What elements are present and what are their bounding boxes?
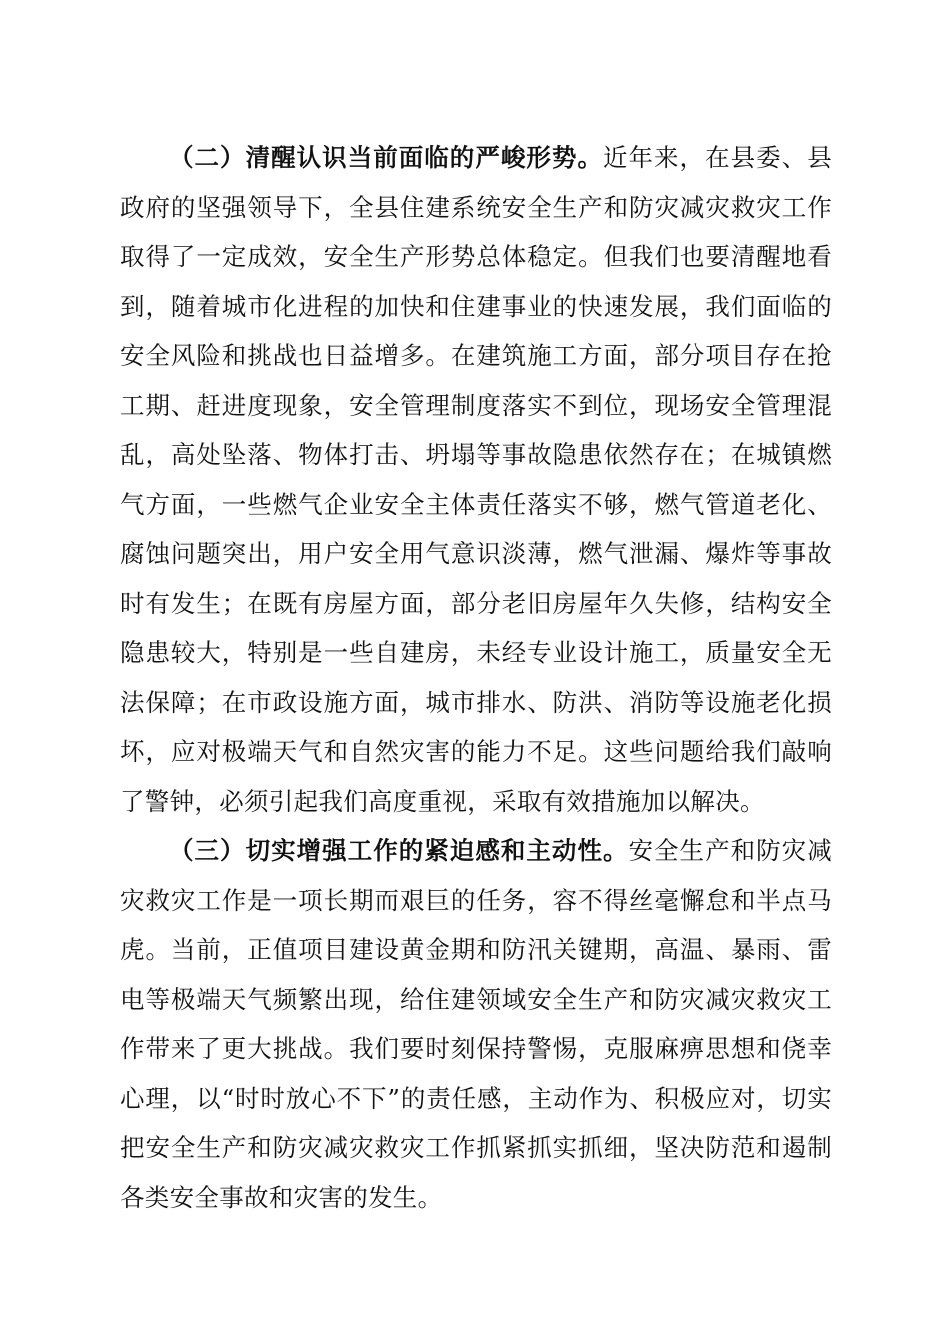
paragraph-body: 近年来，在县委、县政府的坚强领导下，全县住建系统安全生产和防灾减灾救灾工作取得了一定成效，安全生产形势总体稳定。但我们也要清醒地看到，随着城市化进程的加快和住建事业的快速发展，我们面临的安全风险和挑战也日益增多。在建筑施工方面，部分项目存在抢工期、赶进度现象，安全管理制度落实不到位，现场安全管理混乱，高处坠落、物体打击、坍塌等事故隐患依然存在；在城镇燃气方面，一些燃气企业安全主体责任落实不够，燃气管道老化、腐蚀问题突出，用户安全用气意识淡薄，燃气泄漏、爆炸等事故时有发生；在既有房屋方面，部分老旧房屋年久失修，结构安全隐患较大，特别是一些自建房，未经专业设计施工，质量安全无法保障；在市政设施方面，城市排水、防洪、消防等设施老化损坏，应对极端天气和自然灾害的能力不足。这些问题给我们敲响了警钟，必须引起我们高度重视，采取有效措施加以解决。 xyxy=(120,143,832,816)
document-page xyxy=(120,133,832,1222)
paragraph-heading: （二）清醒认识当前面临的严峻形势。 xyxy=(169,143,603,172)
paragraph-heading: （三）切实增强工作的紧迫感和主动性。 xyxy=(169,836,629,865)
paragraph-situation xyxy=(120,133,832,826)
paragraph-urgency xyxy=(120,826,832,1222)
paragraph-body: 安全生产和防灾减灾救灾工作是一项长期而艰巨的任务，容不得丝毫懈怠和半点马虎。当前，正值项目建设黄金期和防汛关键期，高温、暴雨、雷电等极端天气频繁出现，给住建领域安全生产和防灾减灾救灾工作带来了更大挑战。我们要时刻保持警惕，克服麻痹思想和侥幸心理，以“时时放心不下”的责任感，主动作为、积极应对，切实把安全生产和防灾减灾救灾工作抓紧抓实抓细，坚决防范和遏制各类安全事故和灾害的发生。 xyxy=(120,836,832,1212)
